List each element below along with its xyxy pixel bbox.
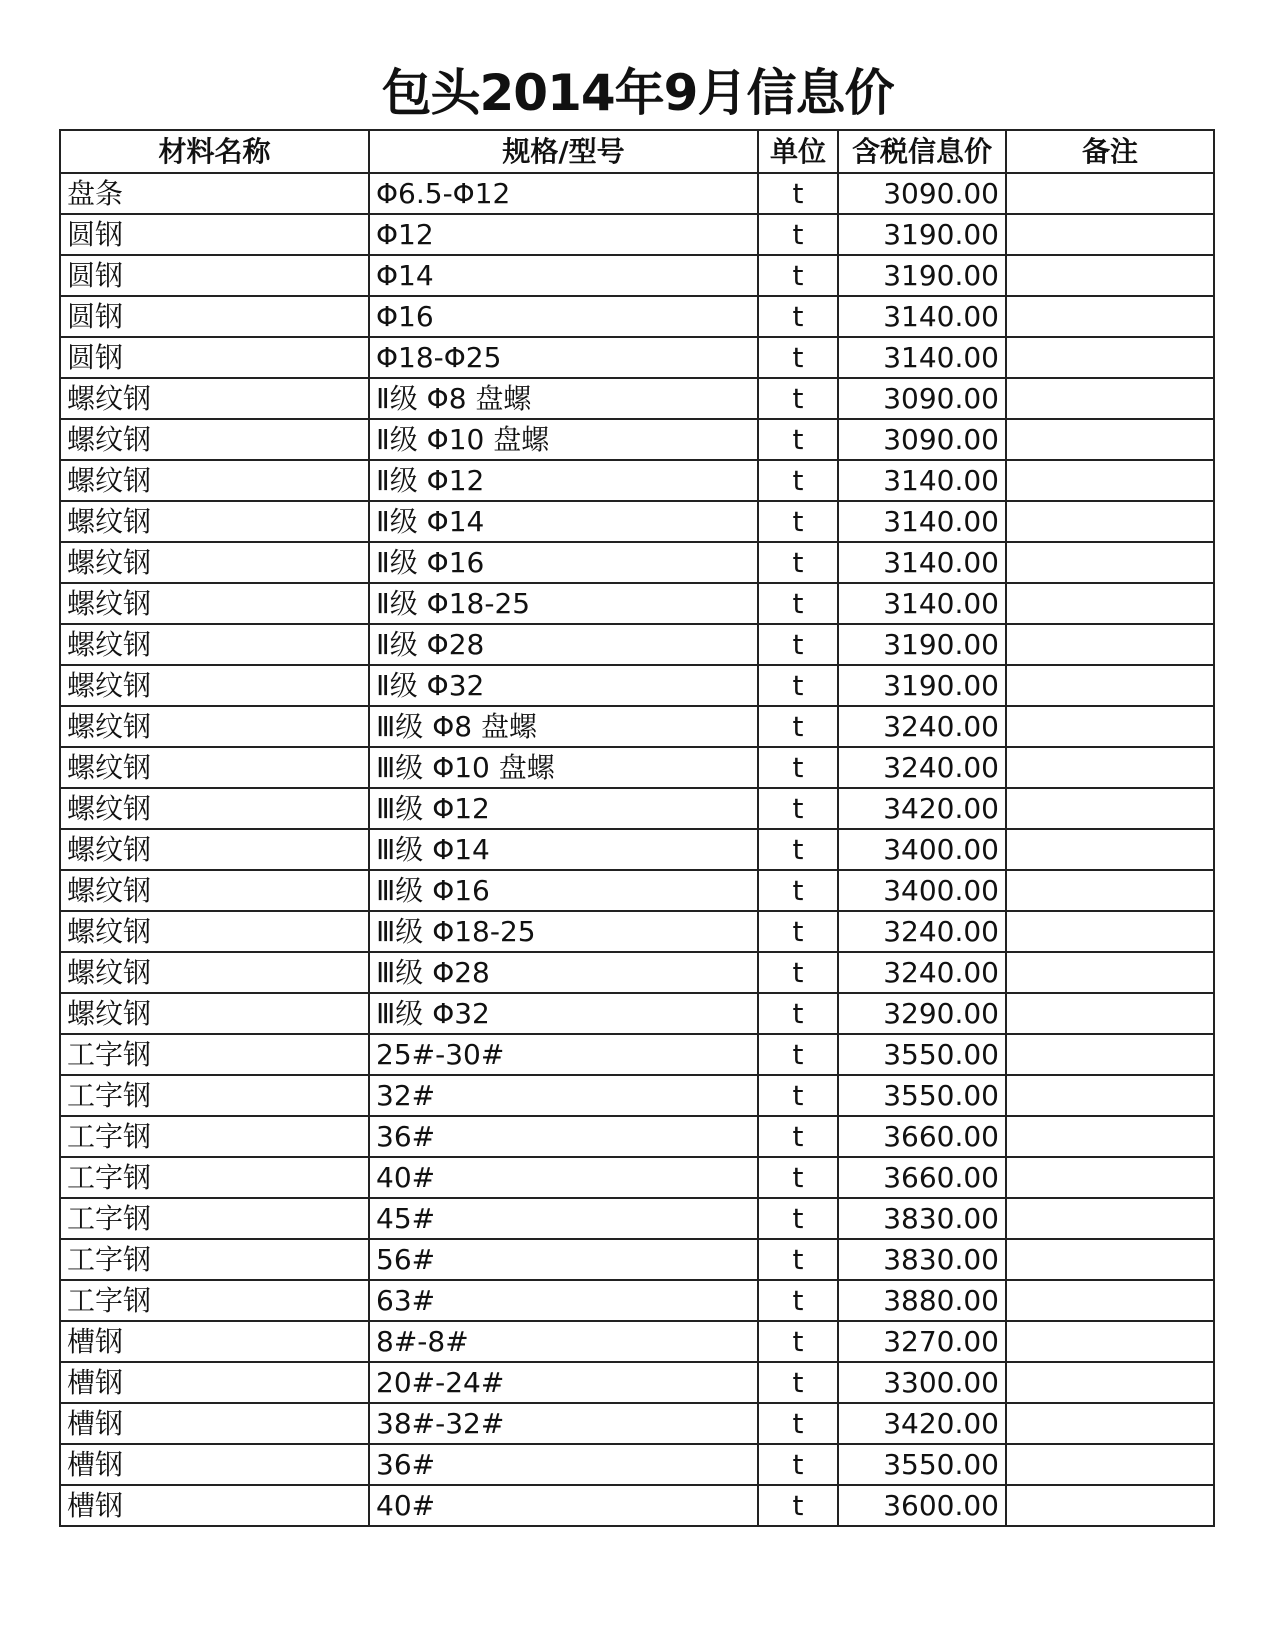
cell-unit: t bbox=[758, 1403, 838, 1444]
cell-price: 3420.00 bbox=[838, 788, 1006, 829]
cell-material-name: 圆钢 bbox=[60, 337, 369, 378]
cell-price: 3190.00 bbox=[838, 665, 1006, 706]
table-row bbox=[60, 788, 1214, 829]
table-row bbox=[60, 255, 1214, 296]
table-row bbox=[60, 1116, 1214, 1157]
cell-price: 3830.00 bbox=[838, 1239, 1006, 1280]
cell-note bbox=[1006, 1485, 1214, 1526]
cell-spec: Ⅱ级 Φ14 bbox=[369, 501, 758, 542]
cell-note bbox=[1006, 911, 1214, 952]
cell-price: 3880.00 bbox=[838, 1280, 1006, 1321]
cell-material-name: 工字钢 bbox=[60, 1280, 369, 1321]
cell-spec: Ⅱ级 Φ32 bbox=[369, 665, 758, 706]
cell-unit: t bbox=[758, 583, 838, 624]
cell-note bbox=[1006, 1403, 1214, 1444]
cell-unit: t bbox=[758, 542, 838, 583]
cell-unit: t bbox=[758, 255, 838, 296]
cell-spec: Ⅲ级 Φ8 盘螺 bbox=[369, 706, 758, 747]
cell-unit: t bbox=[758, 624, 838, 665]
table-row bbox=[60, 501, 1214, 542]
cell-note bbox=[1006, 1321, 1214, 1362]
cell-unit: t bbox=[758, 460, 838, 501]
cell-material-name: 工字钢 bbox=[60, 1198, 369, 1239]
cell-material-name: 槽钢 bbox=[60, 1485, 369, 1526]
cell-note bbox=[1006, 1034, 1214, 1075]
cell-unit: t bbox=[758, 1198, 838, 1239]
table-row bbox=[60, 1034, 1214, 1075]
column-header-spec: 规格/型号 bbox=[369, 130, 758, 173]
cell-note bbox=[1006, 870, 1214, 911]
cell-unit: t bbox=[758, 747, 838, 788]
cell-material-name: 槽钢 bbox=[60, 1362, 369, 1403]
table-row bbox=[60, 624, 1214, 665]
cell-material-name: 螺纹钢 bbox=[60, 583, 369, 624]
cell-spec: Φ16 bbox=[369, 296, 758, 337]
table-row bbox=[60, 419, 1214, 460]
cell-unit: t bbox=[758, 706, 838, 747]
cell-material-name: 螺纹钢 bbox=[60, 665, 369, 706]
cell-price: 3270.00 bbox=[838, 1321, 1006, 1362]
cell-unit: t bbox=[758, 214, 838, 255]
cell-unit: t bbox=[758, 1444, 838, 1485]
cell-material-name: 螺纹钢 bbox=[60, 870, 369, 911]
cell-material-name: 螺纹钢 bbox=[60, 829, 369, 870]
cell-material-name: 螺纹钢 bbox=[60, 952, 369, 993]
cell-price: 3550.00 bbox=[838, 1034, 1006, 1075]
table-row bbox=[60, 665, 1214, 706]
column-header-note: 备注 bbox=[1006, 130, 1214, 173]
cell-note bbox=[1006, 460, 1214, 501]
cell-unit: t bbox=[758, 501, 838, 542]
cell-note bbox=[1006, 1198, 1214, 1239]
cell-unit: t bbox=[758, 419, 838, 460]
cell-spec: 8#-8# bbox=[369, 1321, 758, 1362]
cell-note bbox=[1006, 1075, 1214, 1116]
cell-price: 3420.00 bbox=[838, 1403, 1006, 1444]
cell-material-name: 螺纹钢 bbox=[60, 542, 369, 583]
cell-material-name: 工字钢 bbox=[60, 1075, 369, 1116]
cell-note bbox=[1006, 1157, 1214, 1198]
cell-note bbox=[1006, 788, 1214, 829]
table-row bbox=[60, 173, 1214, 214]
cell-unit: t bbox=[758, 1280, 838, 1321]
cell-price: 3140.00 bbox=[838, 460, 1006, 501]
table-row bbox=[60, 542, 1214, 583]
table-row bbox=[60, 296, 1214, 337]
table-row bbox=[60, 952, 1214, 993]
cell-spec: Ⅲ级 Φ10 盘螺 bbox=[369, 747, 758, 788]
cell-material-name: 工字钢 bbox=[60, 1239, 369, 1280]
cell-note bbox=[1006, 624, 1214, 665]
cell-note bbox=[1006, 1116, 1214, 1157]
cell-material-name: 螺纹钢 bbox=[60, 788, 369, 829]
cell-material-name: 盘条 bbox=[60, 173, 369, 214]
cell-note bbox=[1006, 829, 1214, 870]
cell-price: 3550.00 bbox=[838, 1075, 1006, 1116]
cell-price: 3550.00 bbox=[838, 1444, 1006, 1485]
column-header-name: 材料名称 bbox=[60, 130, 369, 173]
cell-price: 3140.00 bbox=[838, 583, 1006, 624]
cell-note bbox=[1006, 1362, 1214, 1403]
cell-unit: t bbox=[758, 788, 838, 829]
cell-material-name: 螺纹钢 bbox=[60, 747, 369, 788]
cell-price: 3400.00 bbox=[838, 870, 1006, 911]
cell-price: 3290.00 bbox=[838, 993, 1006, 1034]
cell-price: 3300.00 bbox=[838, 1362, 1006, 1403]
cell-spec: 36# bbox=[369, 1444, 758, 1485]
column-header-price: 含税信息价 bbox=[838, 130, 1006, 173]
cell-price: 3660.00 bbox=[838, 1157, 1006, 1198]
cell-spec: 45# bbox=[369, 1198, 758, 1239]
cell-spec: Φ12 bbox=[369, 214, 758, 255]
cell-spec: 25#-30# bbox=[369, 1034, 758, 1075]
cell-price: 3660.00 bbox=[838, 1116, 1006, 1157]
table-row bbox=[60, 1280, 1214, 1321]
table-row bbox=[60, 1444, 1214, 1485]
table-row bbox=[60, 1075, 1214, 1116]
cell-price: 3140.00 bbox=[838, 542, 1006, 583]
cell-material-name: 螺纹钢 bbox=[60, 378, 369, 419]
table-row bbox=[60, 1403, 1214, 1444]
cell-note bbox=[1006, 173, 1214, 214]
price-table bbox=[59, 129, 1215, 1527]
cell-spec: Ⅱ级 Φ18-25 bbox=[369, 583, 758, 624]
cell-spec: 32# bbox=[369, 1075, 758, 1116]
cell-price: 3240.00 bbox=[838, 747, 1006, 788]
table-row bbox=[60, 583, 1214, 624]
cell-unit: t bbox=[758, 829, 838, 870]
cell-unit: t bbox=[758, 870, 838, 911]
cell-price: 3830.00 bbox=[838, 1198, 1006, 1239]
table-row bbox=[60, 1362, 1214, 1403]
cell-note bbox=[1006, 1444, 1214, 1485]
cell-unit: t bbox=[758, 173, 838, 214]
cell-note bbox=[1006, 706, 1214, 747]
cell-material-name: 工字钢 bbox=[60, 1157, 369, 1198]
cell-unit: t bbox=[758, 1116, 838, 1157]
document-title: 包头2014年9月信息价 bbox=[381, 64, 894, 122]
cell-spec: Ⅲ级 Φ16 bbox=[369, 870, 758, 911]
cell-spec: Ⅲ级 Φ14 bbox=[369, 829, 758, 870]
table-row bbox=[60, 1239, 1214, 1280]
cell-note bbox=[1006, 993, 1214, 1034]
cell-price: 3090.00 bbox=[838, 419, 1006, 460]
cell-price: 3090.00 bbox=[838, 378, 1006, 419]
cell-spec: 36# bbox=[369, 1116, 758, 1157]
cell-spec: Ⅱ级 Φ16 bbox=[369, 542, 758, 583]
cell-note bbox=[1006, 419, 1214, 460]
table-row bbox=[60, 829, 1214, 870]
cell-note bbox=[1006, 952, 1214, 993]
cell-note bbox=[1006, 255, 1214, 296]
cell-spec: Ⅲ级 Φ28 bbox=[369, 952, 758, 993]
cell-spec: Ⅱ级 Φ12 bbox=[369, 460, 758, 501]
cell-note bbox=[1006, 747, 1214, 788]
cell-note bbox=[1006, 501, 1214, 542]
cell-note bbox=[1006, 542, 1214, 583]
cell-price: 3240.00 bbox=[838, 952, 1006, 993]
table-row bbox=[60, 214, 1214, 255]
cell-price: 3400.00 bbox=[838, 829, 1006, 870]
table-row bbox=[60, 460, 1214, 501]
cell-price: 3240.00 bbox=[838, 706, 1006, 747]
cell-unit: t bbox=[758, 1239, 838, 1280]
cell-spec: Ⅱ级 Φ28 bbox=[369, 624, 758, 665]
cell-spec: 63# bbox=[369, 1280, 758, 1321]
cell-spec: 56# bbox=[369, 1239, 758, 1280]
table-row bbox=[60, 911, 1214, 952]
cell-note bbox=[1006, 665, 1214, 706]
cell-unit: t bbox=[758, 1362, 838, 1403]
cell-spec: 40# bbox=[369, 1157, 758, 1198]
cell-spec: 20#-24# bbox=[369, 1362, 758, 1403]
cell-material-name: 螺纹钢 bbox=[60, 706, 369, 747]
cell-material-name: 螺纹钢 bbox=[60, 993, 369, 1034]
cell-unit: t bbox=[758, 665, 838, 706]
cell-material-name: 工字钢 bbox=[60, 1116, 369, 1157]
cell-unit: t bbox=[758, 952, 838, 993]
table-row bbox=[60, 747, 1214, 788]
cell-unit: t bbox=[758, 911, 838, 952]
cell-spec: 38#-32# bbox=[369, 1403, 758, 1444]
cell-spec: Φ18-Φ25 bbox=[369, 337, 758, 378]
cell-spec: Ⅲ级 Φ18-25 bbox=[369, 911, 758, 952]
cell-unit: t bbox=[758, 296, 838, 337]
cell-spec: Ⅲ级 Φ12 bbox=[369, 788, 758, 829]
cell-unit: t bbox=[758, 1485, 838, 1526]
cell-material-name: 圆钢 bbox=[60, 255, 369, 296]
cell-price: 3190.00 bbox=[838, 255, 1006, 296]
cell-price: 3600.00 bbox=[838, 1485, 1006, 1526]
cell-unit: t bbox=[758, 337, 838, 378]
cell-spec: Ⅱ级 Φ10 盘螺 bbox=[369, 419, 758, 460]
cell-spec: Φ6.5-Φ12 bbox=[369, 173, 758, 214]
table-row bbox=[60, 337, 1214, 378]
cell-note bbox=[1006, 583, 1214, 624]
cell-material-name: 圆钢 bbox=[60, 214, 369, 255]
cell-price: 3190.00 bbox=[838, 624, 1006, 665]
cell-note bbox=[1006, 296, 1214, 337]
table-row bbox=[60, 993, 1214, 1034]
cell-unit: t bbox=[758, 1157, 838, 1198]
cell-note bbox=[1006, 337, 1214, 378]
cell-material-name: 槽钢 bbox=[60, 1444, 369, 1485]
cell-material-name: 螺纹钢 bbox=[60, 911, 369, 952]
cell-material-name: 槽钢 bbox=[60, 1403, 369, 1444]
cell-unit: t bbox=[758, 993, 838, 1034]
table-row bbox=[60, 1157, 1214, 1198]
table-header-row bbox=[60, 130, 1214, 173]
table-body bbox=[60, 173, 1214, 1526]
table-row bbox=[60, 378, 1214, 419]
cell-price: 3140.00 bbox=[838, 296, 1006, 337]
cell-spec: Φ14 bbox=[369, 255, 758, 296]
cell-price: 3240.00 bbox=[838, 911, 1006, 952]
cell-unit: t bbox=[758, 1321, 838, 1362]
cell-unit: t bbox=[758, 378, 838, 419]
cell-price: 3140.00 bbox=[838, 501, 1006, 542]
table-row bbox=[60, 706, 1214, 747]
column-header-unit: 单位 bbox=[758, 130, 838, 173]
cell-material-name: 螺纹钢 bbox=[60, 624, 369, 665]
cell-material-name: 工字钢 bbox=[60, 1034, 369, 1075]
cell-material-name: 圆钢 bbox=[60, 296, 369, 337]
cell-price: 3190.00 bbox=[838, 214, 1006, 255]
table-row bbox=[60, 1485, 1214, 1526]
cell-note bbox=[1006, 1280, 1214, 1321]
cell-unit: t bbox=[758, 1034, 838, 1075]
cell-price: 3090.00 bbox=[838, 173, 1006, 214]
cell-material-name: 螺纹钢 bbox=[60, 419, 369, 460]
cell-spec: Ⅲ级 Φ32 bbox=[369, 993, 758, 1034]
cell-note bbox=[1006, 378, 1214, 419]
cell-unit: t bbox=[758, 1075, 838, 1116]
table-row bbox=[60, 1198, 1214, 1239]
cell-material-name: 螺纹钢 bbox=[60, 460, 369, 501]
cell-price: 3140.00 bbox=[838, 337, 1006, 378]
cell-material-name: 螺纹钢 bbox=[60, 501, 369, 542]
cell-note bbox=[1006, 1239, 1214, 1280]
table-row bbox=[60, 1321, 1214, 1362]
cell-spec: 40# bbox=[369, 1485, 758, 1526]
cell-note bbox=[1006, 214, 1214, 255]
cell-material-name: 槽钢 bbox=[60, 1321, 369, 1362]
table-row bbox=[60, 870, 1214, 911]
cell-spec: Ⅱ级 Φ8 盘螺 bbox=[369, 378, 758, 419]
